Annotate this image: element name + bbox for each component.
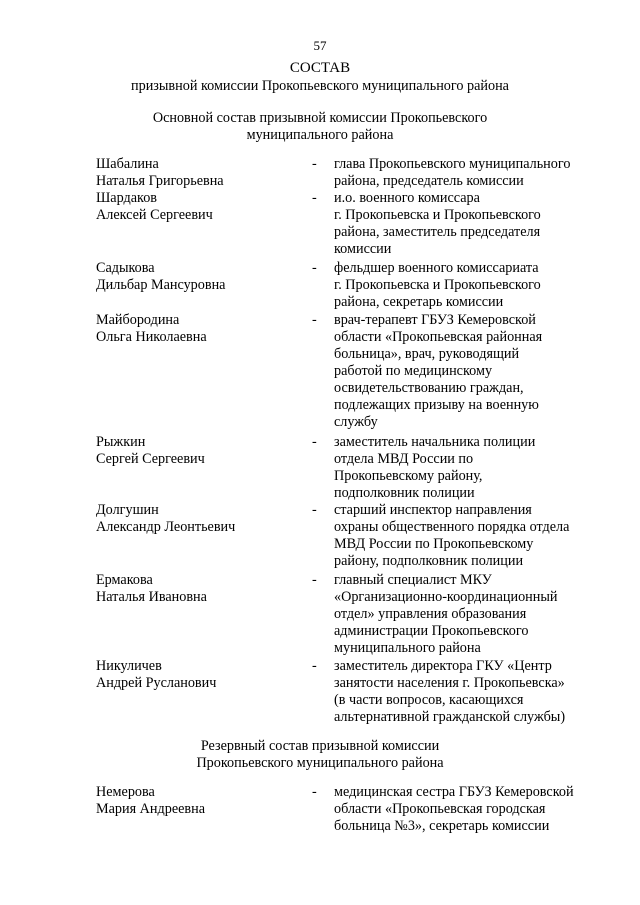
member-role: [334, 190, 596, 258]
role-line: отдел» управления образования: [334, 606, 527, 622]
member-surname: Шабалина: [96, 156, 159, 172]
member-name: [96, 502, 306, 536]
role-line: и.о. военного комиссара: [334, 190, 480, 206]
reserve-section-heading: [0, 738, 640, 772]
role-line: работой по медицинскому: [334, 363, 493, 379]
member-name: [96, 156, 306, 190]
member-given-name: Дильбар Мансуровна: [96, 277, 226, 293]
heading-line: муниципального района: [246, 127, 394, 143]
member-role: [334, 434, 596, 502]
role-line: больница №3», секретарь комиссии: [334, 818, 550, 834]
member-surname: Долгушин: [96, 502, 159, 518]
role-line: району, подполковник полиции: [334, 553, 524, 569]
role-line: района, председатель комиссии: [334, 173, 524, 189]
role-line: района, заместитель председателя: [334, 224, 541, 240]
dash-separator: -: [312, 260, 317, 276]
dash-separator: -: [312, 312, 317, 328]
role-line: врач-терапевт ГБУЗ Кемеровской: [334, 312, 536, 328]
role-line: заместитель директора ГКУ «Центр: [334, 658, 552, 674]
role-line: г. Прокопьевска и Прокопьевского: [334, 277, 541, 293]
member-name: [96, 190, 306, 224]
role-line: области «Прокопьевская городская: [334, 801, 546, 817]
role-line: муниципального района: [334, 640, 481, 656]
member-surname: Рыжкин: [96, 434, 146, 450]
member-name: [96, 784, 306, 818]
member-role: [334, 156, 596, 190]
member-role: [334, 784, 596, 835]
role-line: подполковник полиции: [334, 485, 475, 501]
role-line: отдела МВД России по: [334, 451, 474, 467]
member-role: [334, 260, 596, 311]
member-role: [334, 312, 596, 431]
heading-line: Основной состав призывной комиссии Прокопьевского: [152, 110, 488, 126]
role-line: старший инспектор направления: [334, 502, 532, 518]
member-role: [334, 658, 596, 726]
page-number: 57: [313, 38, 327, 53]
member-name: [96, 312, 306, 346]
dash-separator: -: [312, 784, 317, 800]
dash-separator: -: [312, 156, 317, 172]
dash-separator: -: [312, 572, 317, 588]
role-line: занятости населения г. Прокопьевска»: [334, 675, 565, 691]
member-name: [96, 260, 306, 294]
role-line: фельдшер военного комиссариата: [334, 260, 539, 276]
main-section-heading: [0, 110, 640, 144]
role-line: области «Прокопьевская районная: [334, 329, 543, 345]
document-title: СОСТАВ: [289, 60, 351, 76]
dash-separator: -: [312, 502, 317, 518]
member-given-name: Ольга Николаевна: [96, 329, 207, 345]
member-given-name: Сергей Сергеевич: [96, 451, 205, 467]
role-line: администрации Прокопьевского: [334, 623, 529, 639]
member-surname: Ермакова: [96, 572, 153, 588]
member-given-name: Наталья Ивановна: [96, 589, 207, 605]
role-line: больница», врач, руководящий: [334, 346, 520, 362]
role-line: службу: [334, 414, 378, 430]
member-given-name: Алексей Сергеевич: [96, 207, 213, 223]
role-line: комиссии: [334, 241, 392, 257]
dash-separator: -: [312, 434, 317, 450]
member-name: [96, 572, 306, 606]
role-line: охраны общественного порядка отдела: [334, 519, 570, 535]
role-line: заместитель начальника полиции: [334, 434, 536, 450]
heading-line: Резервный состав призывной комиссии: [200, 738, 440, 754]
role-line: г. Прокопьевска и Прокопьевского: [334, 207, 541, 223]
role-line: Прокопьевскому району,: [334, 468, 483, 484]
role-line: главный специалист МКУ: [334, 572, 492, 588]
member-role: [334, 502, 596, 570]
role-line: медицинская сестра ГБУЗ Кемеровской: [334, 784, 574, 800]
dash-separator: -: [312, 190, 317, 206]
role-line: подлежащих призыву на военную: [334, 397, 539, 413]
member-given-name: Наталья Григорьевна: [96, 173, 224, 189]
dash-separator: -: [312, 658, 317, 674]
member-name: [96, 658, 306, 692]
member-surname: Никуличев: [96, 658, 162, 674]
role-line: освидетельствованию граждан,: [334, 380, 524, 396]
role-line: (в части вопросов, касающихся: [334, 692, 524, 708]
member-given-name: Андрей Русланович: [96, 675, 217, 691]
document-subtitle: призывной комиссии Прокопьевского муниципального района: [131, 78, 509, 94]
role-line: глава Прокопьевского муниципального: [334, 156, 571, 172]
member-surname: Садыкова: [96, 260, 155, 276]
role-line: района, секретарь комиссии: [334, 294, 504, 310]
role-line: «Организационно-координационный: [334, 589, 558, 605]
heading-line: Прокопьевского муниципального района: [196, 755, 444, 771]
member-name: [96, 434, 306, 468]
role-line: МВД России по Прокопьевскому: [334, 536, 534, 552]
member-role: [334, 572, 596, 657]
member-surname: Немерова: [96, 784, 155, 800]
role-line: альтернативной гражданской службы): [334, 709, 566, 725]
member-surname: Шардаков: [96, 190, 157, 206]
member-surname: Майбородина: [96, 312, 180, 328]
member-given-name: Мария Андреевна: [96, 801, 206, 817]
member-given-name: Александр Леонтьевич: [96, 519, 236, 535]
